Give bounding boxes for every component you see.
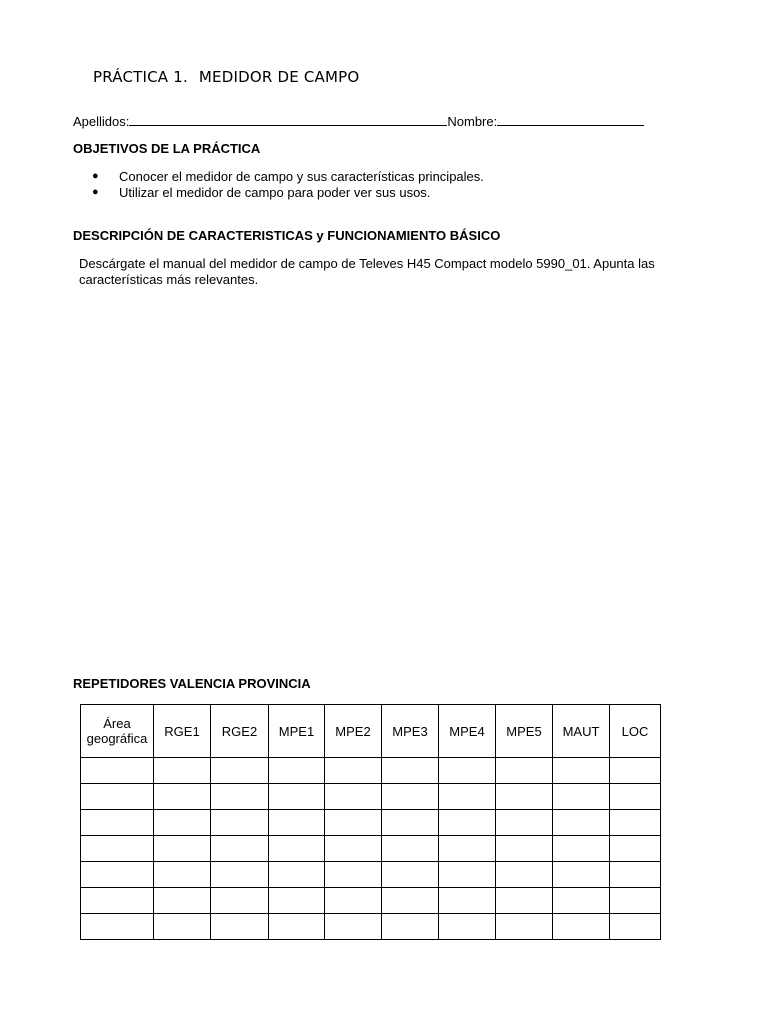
nombre-field[interactable] xyxy=(497,112,644,126)
table-cell[interactable] xyxy=(211,836,269,862)
table-cell[interactable] xyxy=(382,810,439,836)
column-header: MPE3 xyxy=(382,705,439,758)
table-cell[interactable] xyxy=(382,862,439,888)
column-header: MAUT xyxy=(553,705,610,758)
table-cell[interactable] xyxy=(81,758,154,784)
table-cell[interactable] xyxy=(325,836,382,862)
table-cell[interactable] xyxy=(439,810,496,836)
objective-text: Conocer el medidor de campo y sus características principales. xyxy=(119,169,484,184)
table-cell[interactable] xyxy=(269,914,325,940)
page-title xyxy=(93,68,359,86)
column-header: MPE2 xyxy=(325,705,382,758)
table-cell[interactable] xyxy=(496,810,553,836)
title-part1: PRÁCTICA 1. xyxy=(93,68,188,86)
table-cell[interactable] xyxy=(382,836,439,862)
table-cell[interactable] xyxy=(610,758,661,784)
name-fields xyxy=(73,112,644,129)
table-cell[interactable] xyxy=(269,862,325,888)
table-cell[interactable] xyxy=(382,758,439,784)
table-cell[interactable] xyxy=(610,810,661,836)
column-header: MPE4 xyxy=(439,705,496,758)
title-part2: MEDIDOR DE CAMPO xyxy=(198,68,360,86)
table-cell[interactable] xyxy=(81,914,154,940)
table-cell[interactable] xyxy=(81,888,154,914)
apellidos-field[interactable] xyxy=(129,112,447,126)
table-cell[interactable] xyxy=(211,810,269,836)
table-cell[interactable] xyxy=(154,784,211,810)
table-cell[interactable] xyxy=(81,836,154,862)
table-cell[interactable] xyxy=(610,888,661,914)
description-heading: DESCRIPCIÓN DE CARACTERISTICAS y FUNCIONAMIENTO BÁSICO xyxy=(73,228,501,243)
table-cell[interactable] xyxy=(382,914,439,940)
table-cell[interactable] xyxy=(439,836,496,862)
table-cell[interactable] xyxy=(553,862,610,888)
table-cell[interactable] xyxy=(496,758,553,784)
list-item xyxy=(92,169,484,185)
table-row xyxy=(81,784,661,810)
table-cell[interactable] xyxy=(553,836,610,862)
table-cell[interactable] xyxy=(439,758,496,784)
table-cell[interactable] xyxy=(496,784,553,810)
table-cell[interactable] xyxy=(553,784,610,810)
table-cell[interactable] xyxy=(269,784,325,810)
table-cell[interactable] xyxy=(81,810,154,836)
table-cell[interactable] xyxy=(81,862,154,888)
objective-text: Utilizar el medidor de campo para poder ver sus usos. xyxy=(119,184,431,200)
table-cell[interactable] xyxy=(439,862,496,888)
table-cell[interactable] xyxy=(382,784,439,810)
list-item xyxy=(92,185,484,201)
table-cell[interactable] xyxy=(154,810,211,836)
description-text: Descárgate el manual del medidor de campo de Televes H45 Compact modelo 5990_01. Apunta las características más relevantes. xyxy=(79,256,655,287)
table-cell[interactable] xyxy=(269,836,325,862)
table-cell[interactable] xyxy=(269,758,325,784)
table-cell[interactable] xyxy=(553,758,610,784)
column-header: MPE5 xyxy=(496,705,553,758)
table-cell[interactable] xyxy=(325,784,382,810)
repeaters-heading: REPETIDORES VALENCIA PROVINCIA xyxy=(73,676,311,691)
table-cell[interactable] xyxy=(382,888,439,914)
column-header: RGE1 xyxy=(154,705,211,758)
table-cell[interactable] xyxy=(154,862,211,888)
table-cell[interactable] xyxy=(439,888,496,914)
table-row xyxy=(81,810,661,836)
table-cell[interactable] xyxy=(154,888,211,914)
table-cell[interactable] xyxy=(81,784,154,810)
objectives-list xyxy=(92,169,484,200)
apellidos-label: Apellidos: xyxy=(73,114,130,129)
table-cell[interactable] xyxy=(553,914,610,940)
table-cell[interactable] xyxy=(496,836,553,862)
table-cell[interactable] xyxy=(325,810,382,836)
repeaters-table xyxy=(80,704,661,940)
table-cell[interactable] xyxy=(269,810,325,836)
table-cell[interactable] xyxy=(325,862,382,888)
table-cell[interactable] xyxy=(154,758,211,784)
table-cell[interactable] xyxy=(325,758,382,784)
table-cell[interactable] xyxy=(610,784,661,810)
table-cell[interactable] xyxy=(610,862,661,888)
table-cell[interactable] xyxy=(154,836,211,862)
nombre-label: Nombre: xyxy=(447,114,498,129)
table-cell[interactable] xyxy=(269,888,325,914)
table-row xyxy=(81,862,661,888)
table-header-row xyxy=(81,705,661,758)
table-cell[interactable] xyxy=(496,914,553,940)
table-cell[interactable] xyxy=(610,836,661,862)
table-cell[interactable] xyxy=(439,784,496,810)
bullet-icon: ● xyxy=(92,185,99,198)
column-header: RGE2 xyxy=(211,705,269,758)
column-header: Área geográfica xyxy=(81,705,154,758)
column-header: MPE1 xyxy=(269,705,325,758)
table-cell[interactable] xyxy=(211,758,269,784)
table-cell[interactable] xyxy=(211,862,269,888)
table-cell[interactable] xyxy=(496,862,553,888)
table-row xyxy=(81,888,661,914)
table-cell[interactable] xyxy=(325,914,382,940)
table-cell[interactable] xyxy=(553,810,610,836)
table-cell[interactable] xyxy=(211,888,269,914)
table-cell[interactable] xyxy=(610,914,661,940)
bullet-icon: ● xyxy=(92,170,99,182)
table-row xyxy=(81,914,661,940)
objectives-heading: OBJETIVOS DE LA PRÁCTICA xyxy=(73,141,261,156)
table-row xyxy=(81,836,661,862)
table-cell[interactable] xyxy=(211,914,269,940)
table-row xyxy=(81,758,661,784)
table-cell[interactable] xyxy=(154,914,211,940)
column-header: LOC xyxy=(610,705,661,758)
table-cell[interactable] xyxy=(439,914,496,940)
table-cell[interactable] xyxy=(325,888,382,914)
table-cell[interactable] xyxy=(211,784,269,810)
table-cell[interactable] xyxy=(553,888,610,914)
table-cell[interactable] xyxy=(496,888,553,914)
